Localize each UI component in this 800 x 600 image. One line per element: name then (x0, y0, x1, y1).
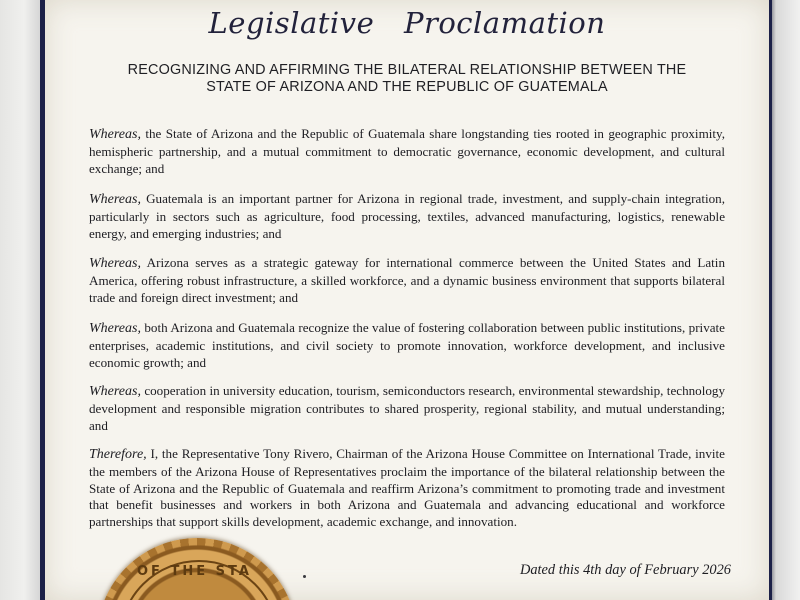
paragraph-text: the State of Arizona and the Republic of Guatemala share longstanding ties rooted in geographic proximity, hemispheric partnership, and a mutual commitment to democratic governance, economic development, and cultural exchange; and (89, 126, 725, 176)
ink-dot (303, 575, 306, 578)
paragraph-lead: Whereas, (89, 384, 141, 399)
paragraph-lead: Whereas, (89, 256, 141, 271)
whereas-paragraph-2 (89, 191, 725, 242)
whereas-paragraph-4 (89, 320, 725, 371)
subtitle-line-1: RECOGNIZING AND AFFIRMING THE BILATERAL RELATIONSHIP BETWEEN THE (127, 62, 687, 78)
paragraph-text: cooperation in university education, tourism, semiconductors research, environmental stewardship, technology development and responsible migration contributes to shared prosperity, regional stability, and mutual understanding; and (89, 383, 725, 433)
paragraph-text: both Arizona and Guatemala recognize the value of fostering collaboration between public institutions, private enterprises, academic institutions, and civil society to promote innovation, workforce development, and inclusive economic growth; and (89, 320, 725, 370)
whereas-paragraph-1 (89, 126, 725, 177)
title-left: Legislative (208, 6, 375, 40)
paragraph-text: I, the Representative Tony Rivero, Chairman of the Arizona House Committee on International Trade, invite the members of the Arizona House of Representatives proclaim the importance of the bilateral relationship between the State of Arizona and the Republic of Guatemala and reaffirm Arizona’s commitment to promoting trade and investment that benefit businesses and workers in both Arizona and Guatemala and advancing educational and workforce partnerships that support skills development, academic exchange, and innovation. (89, 446, 725, 530)
paragraph-lead: Whereas, (89, 321, 141, 336)
gold-seal (97, 538, 297, 600)
therefore-paragraph (89, 446, 725, 531)
desk-surface-left (0, 0, 40, 600)
whereas-paragraph-5 (89, 383, 725, 434)
title-right: Proclamation (403, 6, 606, 40)
paragraph-lead: Whereas, (89, 127, 141, 142)
dated-line: Dated this 4th day of February 2026 (519, 562, 731, 578)
proclamation-document (40, 0, 772, 600)
paragraph-text: Guatemala is an important partner for Arizona in regional trade, investment, and supply-chain integration, particularly in sectors such as agriculture, food processing, textiles, advanced manufacturing, logistics, renewable energy, and emerging industries; and (89, 191, 725, 241)
paragraph-text: Arizona serves as a strategic gateway for international commerce between the United States and Latin America, offering robust infrastructure, a skilled workforce, and a dynamic business environment that supports bilateral trade and foreign direct investment; and (89, 255, 725, 305)
paragraph-lead: Whereas, (89, 192, 141, 207)
whereas-paragraph-3 (89, 255, 725, 306)
proclamation-title (45, 6, 769, 40)
paragraph-lead: Therefore, (89, 447, 147, 462)
seal-text: OF THE STA (137, 564, 252, 579)
subtitle-line-2: STATE OF ARIZONA AND THE REPUBLIC OF GUATEMALA (206, 79, 608, 95)
proclamation-subtitle (105, 62, 709, 96)
